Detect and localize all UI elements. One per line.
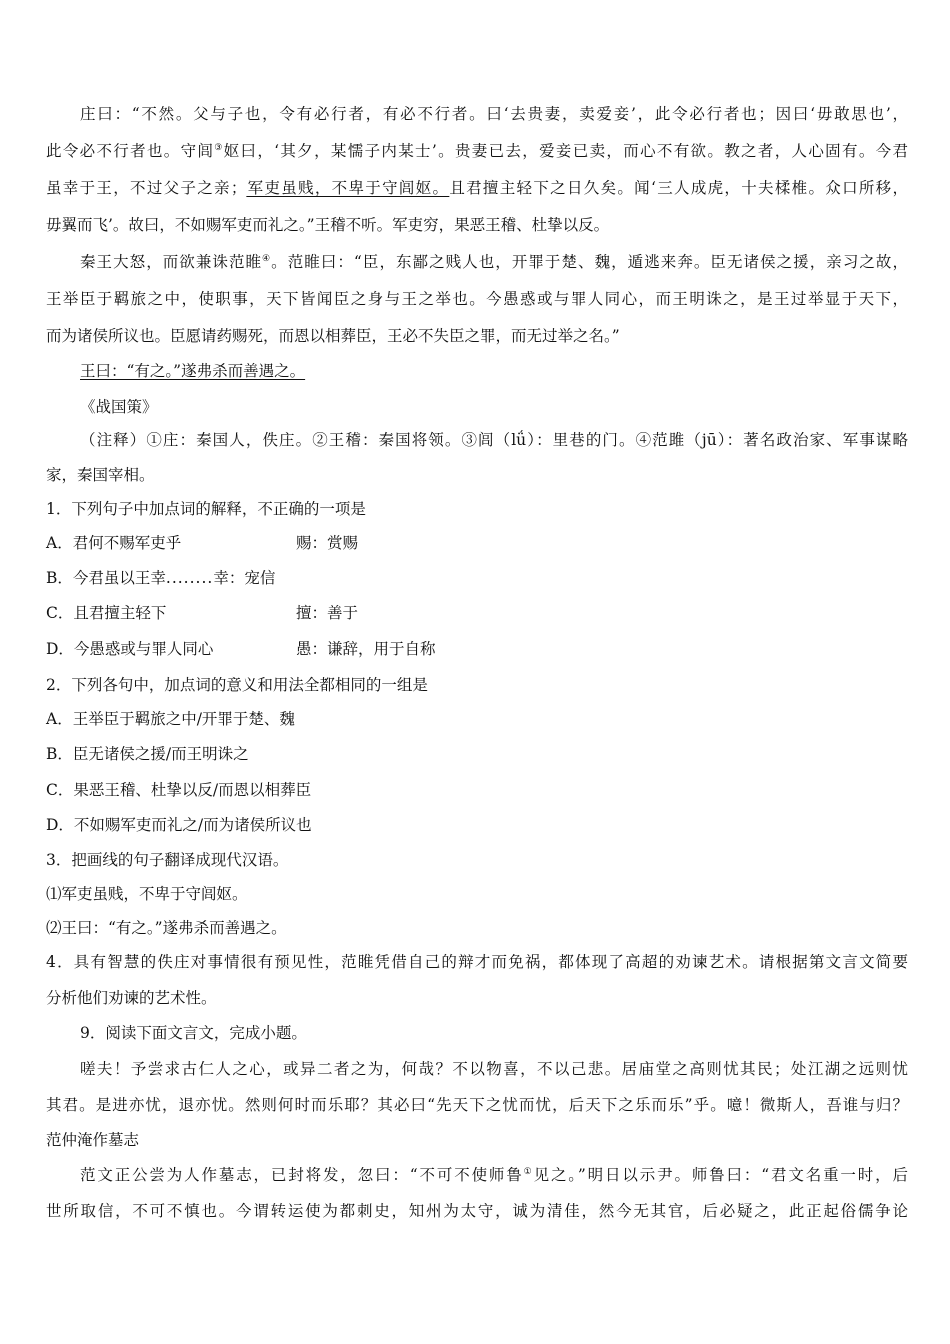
passage-notes-line2: 家，秦国宰相。 <box>46 466 155 484</box>
passage-p1-line4: 毋翼而飞’。故曰，不如赐军吏而礼之。”王稽不听。军吏穷，果恶王稽、杜挚以反。 <box>46 216 610 234</box>
footnote-marker-3: ③ <box>214 142 224 153</box>
passage-p2-line2: 王举臣于羁旅之中，使职事，天下皆闻臣之身与王之举也。今愚惑或与罪人同心，而王明诛之，是王过举显于天下， <box>46 290 908 308</box>
q4-line1: 4．具有智慧的佚庄对事情很有预见性，范睢凭借自己的辩才而免祸，都体现了高超的劝谏艺术。请根据第文言文简要 <box>46 953 908 971</box>
underlined-sentence-2: 王曰：“有之。”遂弗杀而善遇之。 <box>80 362 306 380</box>
q3-sentence-1: ⑴军吏虽贱，不卑于守闾妪。 <box>46 885 248 903</box>
q2-option-a: A．王举臣于羁旅之中/开罪于楚、魏 <box>46 710 295 728</box>
q1-option-b: B．今君虽以王幸........幸：宠信 <box>46 569 276 587</box>
q1-option-c: C．且君擅主轻下 擅：善于 <box>46 604 359 622</box>
section9-p1-line2: 其君。是进亦忧，退亦忧。然则何时而乐耶？其必曰“先天下之忧而忧，后天下之乐而乐”乎。噫！微斯人，吾谁与归？ <box>46 1096 908 1114</box>
emphasis-dots: ........ <box>165 569 214 587</box>
underlined-sentence-1: 军吏虽贱，不卑于守闾妪。 <box>246 179 450 197</box>
q1-option-d: D．今愚惑或与罪人同心 愚：谦辞，用于自称 <box>46 640 436 658</box>
passage-p1-line2: 此令必不行者也。守闾③妪曰，‘其夕，某懦子内某士’。贵妻已去，爱妾已卖，而心不有欲。教之者，人心固有。今君 <box>46 142 908 160</box>
passage-p1-line1: 庄曰：“不然。父与子也，令有必行者，有必不行者。曰‘去贵妻，卖爱妾’，此令必行者也；因曰‘毋敢思也’， <box>80 105 908 123</box>
passage-p1-line3: 虽幸于王，不过父子之亲；军吏虽贱，不卑于守闾妪。且君擅主轻下之日久矣。闻‘三人成虎，十夫楺椎。众口所移， <box>46 179 908 197</box>
q4-line2: 分析他们劝谏的艺术性。 <box>46 989 217 1007</box>
footnote-marker-4: ④ <box>262 253 272 264</box>
passage-p2-line3: 而为诸侯所议也。臣愿请药赐死，而恩以相葬臣，王必不失臣之罪，而无过举之名。” <box>46 327 620 345</box>
passage-p2-line1: 秦王大怒，而欲兼诛范睢④。范睢曰：“臣，东鄙之贱人也，开罪于楚、魏，遁逃来奔。臣无诸侯之援，亲习之故， <box>80 253 908 271</box>
passage-source: 《战国策》 <box>80 398 158 416</box>
section9-p2-line2: 世所取信，不可不慎也。今谓转运使为都刺史，知州为太守，诚为清佳，然今无其官，后必疑之，此正起俗儒争论 <box>46 1202 908 1220</box>
q3-stem: 3．把画线的句子翻译成现代汉语。 <box>46 851 289 869</box>
q1-option-a: A．君何不赐军吏乎 赐：赏赐 <box>46 534 359 552</box>
section9-heading: 9．阅读下面文言文，完成小题。 <box>80 1024 307 1042</box>
section9-p2-line1: 范文正公尝为人作墓志，已封将发，忽曰：“不可不使师鲁①见之。”明日以示尹。师鲁曰：“君文名重一时，后 <box>80 1166 908 1184</box>
passage-notes-line1: （注释）①庄：秦国人，佚庄。②王稽：秦国将领。③闾（lǘ）：里巷的门。④范雎（jū）：著名政治家、军事谋略 <box>80 431 908 449</box>
q2-option-d: D．不如赐军吏而礼之/而为诸侯所议也 <box>46 816 312 834</box>
q2-option-b: B．臣无诸侯之援/而王明诛之 <box>46 745 249 763</box>
footnote-marker-1: ① <box>523 1166 534 1177</box>
passage-p3 <box>80 361 908 381</box>
q1-stem: 1．下列句子中加点词的解释，不正确的一项是 <box>46 500 366 518</box>
q3-sentence-2: ⑵王曰：“有之。”遂弗杀而善遇之。 <box>46 919 287 937</box>
q2-stem: 2．下列各句中，加点词的意义和用法全都相同的一组是 <box>46 676 428 694</box>
q2-option-c: C．果恶王稽、杜挚以反/而恩以相葬臣 <box>46 781 312 799</box>
section9-title: 范仲淹作墓志 <box>46 1131 140 1149</box>
section9-p1-line1: 嗟夫！予尝求古仁人之心，或异二者之为，何哉？不以物喜，不以己悲。居庙堂之高则忧其民；处江湖之远则忧 <box>80 1060 908 1078</box>
